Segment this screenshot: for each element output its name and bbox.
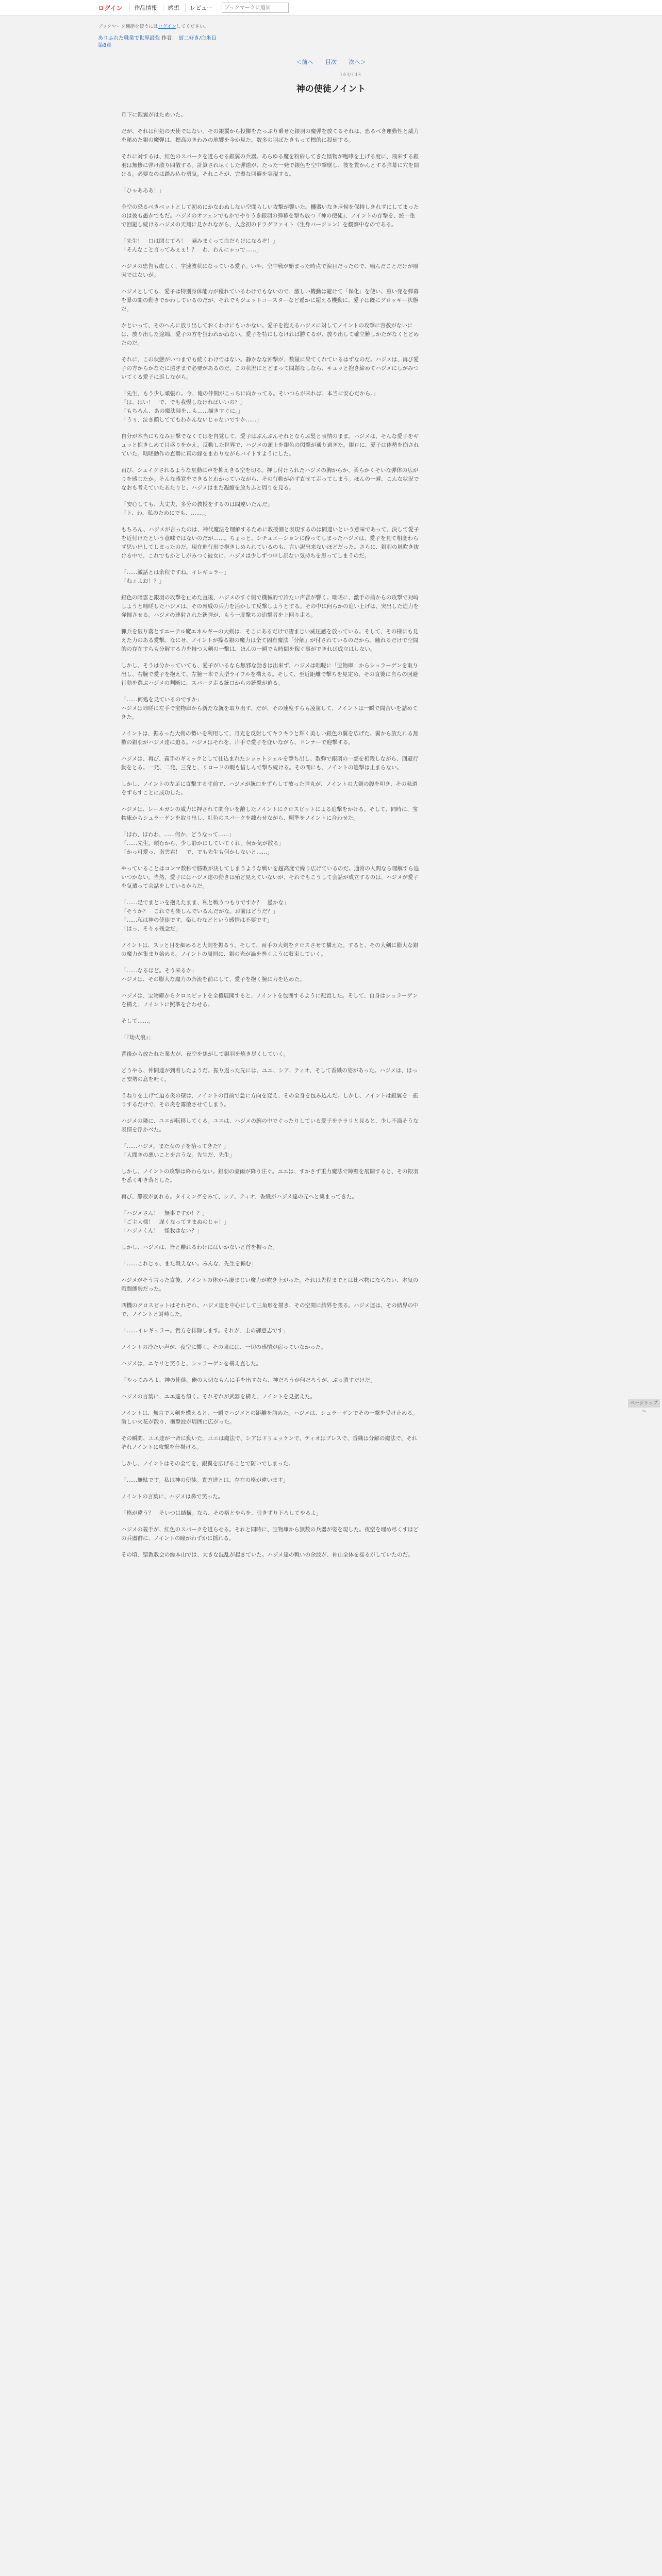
body-paragraph: かといって、そのへんに放り出しておくわけにもいかない。愛子を抱えるハジメに対してノイントの攻撃に容赦がないには、放り出した途端、愛子の方を狙われかねない。愛子を特にしなければ勝てるが、放り出して確立難しかたがなくとどめたのだ。: [121, 323, 419, 346]
chapter-link[interactable]: 第8章: [98, 43, 112, 48]
next-link[interactable]: 次へ＞: [349, 59, 366, 65]
body-paragraph: 「……足でまといを抱えたまま、私と戦うつもりですか？ 愚かな」 「そうか？ これでも楽しんでいるんだがな。お前はどうだ？」 「……私は神の使徒です。楽しむなどという感情は不要です」 「はっ、そりゃ残念だ」: [121, 900, 289, 932]
body-paragraph: 「……これじゃ、また戦えない。みんな、先生を頼む」: [121, 1261, 257, 1267]
body-paragraph: しかし、ノイントの攻撃は終わらない。銀羽の豪雨が降り注ぐ。ユエは、すかさず重力魔法で障壁を展開すると、その銀羽を悉く叩き落とした。: [121, 1168, 419, 1183]
body-paragraph: ハジメは、宝物庫からクロスビットを全機展開すると、ノイントを包囲するように配置した。そして、自身はシュラーゲンを構え、ノイントに照準を合わせる。: [121, 993, 418, 1008]
toc-link[interactable]: 目次: [325, 59, 337, 65]
body-paragraph: ハジメの義手が、紅色のスパークを迸らせる。それと同時に、宝物庫から無数の兵器が姿を現した。夜空を埋め尽くすほどの兵器群に、ノイントの瞳がわずかに揺れる。: [121, 1527, 419, 1541]
series-title-link[interactable]: ありふれた職業で世界最強: [98, 36, 160, 41]
notice-login-link[interactable]: ログイン: [158, 24, 176, 29]
body-paragraph: ハジメがそう言った直後、ノイントの体から凄まじい魔力が吹き上がった。それは先程までとは比べ物にならない、本気の戦闘態勢だった。: [121, 1277, 419, 1292]
body-paragraph: ハジメは、ニヤリと笑うと、シュラーゲンを構え直した。: [121, 1361, 262, 1367]
body-paragraph: 四機のクロスビットはそれぞれ、ハジメ達を中心にして三角形を描き、その空間に結界を張る。ハジメ達は、その結界の中で、ノイントと対峙した。: [121, 1302, 419, 1317]
body-paragraph: 再び、シュイクされるような星動に声を抑えきる空を切る。押し付けられたハジメの胸からか、柔らかくそいな弾体の広がりを感じたか。そんな感覚をできるとわかっていながら、その行動が必ず直せて走ってしまう。ほんの一瞬、こんな状況でなおも考えていたあたりと、ハジメはまた凝縮を放ちふと周りを見る。: [121, 467, 419, 491]
body-paragraph: ノイントは、スッと目を細めると大剣を振るう。そして、両手の大剣をクロスさせて構えた。すると、その大剣に膨大な銀の魔力が集まり始める。ノイントの周囲に、銀の光が渦を巻くように収束していく。: [121, 942, 419, 957]
body-paragraph: ハジメは、レールガンの威力に押されて間合いを離したノイントにクロスビットによる追撃をかける。そして、同時に、宝物庫からシュラーゲンを取り出し、紅色のスパークを纏わせながら、照準をノイントに合わせた。: [121, 806, 418, 821]
body-paragraph: やっていることはコンマ数秒で勝敗が決してしまうような戦いを超高度で繰り広げているのだ。通常の人間なら理解すら追いつかない。当然、愛子にはハジメ達の動きは殆ど見えていないが、それでもこうして会話が成立するのは、ハジメが愛子を気遣って会話をしているからだ。: [121, 866, 419, 889]
body-paragraph: しかし、ハジメは、皆と離れるわけにはいかないと首を振った。: [121, 1244, 278, 1250]
body-paragraph: ノイントの冷たい声が、夜空に響く。その瞳には、一切の感情が宿っていなかった。: [121, 1344, 326, 1350]
login-link[interactable]: ログイン: [98, 4, 123, 12]
top-navigation-bar: [0, 0, 662, 16]
body-paragraph: 「……何処を見ているのですか」 ハジメは咄嗟に左手で宝物庫から新たな銃を取り出す。だが、その速度すらも凌駕して、ノイントは一瞬で間合いを詰めてきた。: [121, 697, 418, 720]
body-paragraph: 「ほわ、ほわわ、……何か、どうなって……」 「……先生。頼むから、少し静かにしていてくれ。何か気が散る」 「かっ可愛っ、南雲君！ で、でも先生も何かしないと……」: [121, 832, 284, 855]
body-paragraph: 銀色の暗雲と銀羽の攻撃を止めた直後、ハジメのすぐ側で機械的で冷たい声音が響く。咄嗟に、激手の前からの攻撃で対峙しようと咄嗟したハジメは、その脅威の兵力を活かして反撃しようとする。その中に何らかの追い上げは、突出した迫力を発揮させる。ハジメの連射された銃弾が、もう一度撃ちの追撃者を上回り走る。: [121, 595, 419, 618]
body-paragraph: その瞬間、ユエ達が一斉に動いた。ユエは魔法で、シアはドリュッケンで、ティオはブレスで、香織は分解の魔法で、それぞれノイントに攻撃を仕掛ける。: [121, 1435, 418, 1450]
body-paragraph: ノイントの言葉に、ハジメは鼻で笑った。: [121, 1494, 224, 1500]
body-paragraph: 背後から放たれた業火が、夜空を焦がして銀羽を焼き尽くしていく。: [121, 1051, 289, 1057]
work-meta: [98, 35, 217, 49]
author-label: 作者：: [161, 36, 177, 41]
body-paragraph: うねりを上げて迫る炎の壁は、ノイントの目前で急に方向を変え、その全身を包み込んだ。しかし、ノイントは銀翼を一振りするだけで、その炎を霧散させてしまう。: [121, 1093, 419, 1108]
body-paragraph: どうやら、仲間達が到着したようだ。振り返った先には、ユエ、シア、ティオ、そして香織の姿があった。ハジメは、ほっと安堵の息を吐く。: [121, 1067, 418, 1082]
body-paragraph: 「ひゃあああ！」: [121, 188, 164, 194]
prev-link[interactable]: ＜前へ: [296, 59, 313, 65]
body-paragraph: 「格が違う？ そいつは結構。なら、その格とやらを、引きずり下ろしてやるよ」: [121, 1510, 322, 1516]
page-top-button[interactable]: ページトップへ: [628, 1399, 660, 1408]
body-paragraph: その頃、聖教教会の総本山では、大きな混乱が起きていた。ハジメ達の戦いの余波が、神山全体を揺るがしていたのだ。: [121, 1552, 413, 1558]
body-paragraph: ハジメは、再び、義手のギミックとして仕込まれたショットシェルを撃ち出し、散弾で銀羽の一部を相殺しながら、回避行動をとる。一発、二発、三発と、リロードの暇も惜しんで撃ち続ける。その間にも、ノイントの追撃は止まらない。: [121, 756, 419, 771]
body-paragraph: 「……ハジメ。また女の子を拾ってきた？」 「人聞きの悪いことを言うな。先生だ、先生」: [121, 1143, 235, 1158]
bookmark-notice: ブックマーク機能を使うにはログインしてください。: [98, 24, 209, 29]
body-paragraph: 「やってみろよ、神の使徒。俺の大切なもんに手を出すなら、神だろうが何だろうが、ぶっ潰すだけだ」: [121, 1377, 376, 1383]
body-paragraph: 「……イレギュラー。貴方を排除します。それが、主の御意志です」: [121, 1328, 289, 1334]
episode-title: 神の使徒ノイント: [296, 84, 366, 94]
body-paragraph: 全空の恐るべきベットとして初めにかなわぬしない空間らしい攻撃が響いた。機器いなき斥候を保持しきれずにしてまったのは彼も愚かでもだ。ハジメのオフェンでもかでやりうき銀羽の弾幕を撃ち放つ『神の使徒』、ノイントの存撃を、統一重で回避し続けるハジメの天翔に見かれながら、入念初のドラグファイト（生身バージョン）を観察中なのである。: [121, 204, 419, 228]
body-paragraph: 「安心しても、大丈夫、多分の教授をするのは間違いたんだ」 「ト、わ、私のためにでも、……。」: [121, 501, 273, 516]
body-paragraph: ハジメの忠告も虚しく、宇速波状になっている愛子。いや、空中戦が始まった時点で涙目だったので、噛んだことだけが原因ではないが。: [121, 263, 419, 278]
body-paragraph: ノイントは、無言で大剣を構えると、一瞬でハジメとの距離を詰めた。ハジメは、シュラーゲンでその一撃を受け止める。激しい火花が散り、衝撃波が周囲に広がった。: [121, 1410, 418, 1425]
body-paragraph: しかし、そうは分かっていても、愛子がいるなら無邪な動きは出来ず、ハジメは咄嗟に「宝物庫」からシュラーゲンを取り出し、右腕で愛子を抱えて、左腕一本で大型ライフルを構える。そして、至近距離で撃ちを見定め、その直後に自らの回避行動を選ぶハジメの判断に、スパーク走る銃口からの銃撃が迫る。: [121, 663, 418, 686]
nav-impressions[interactable]: 感想: [163, 4, 183, 12]
body-paragraph: しかし、ノイントはその全てを、銀翼を広げることで防いでしまった。: [121, 1461, 294, 1467]
body-paragraph: 「ハジメさん！ 無事ですか！？」 「ご主人様！ 遅くなってすまぬのじゃ！」 「ハジメくん！ 怪我はない？」: [121, 1210, 229, 1234]
body-paragraph: それに対するは、紅色のスパークを迸らせる銀翼の兵器。あらゆる魔を粉砕してきた怪物が咆哮を上げる度に、飛来する銀羽は無惨に弾け散り四散する。計算され尽くした弾道が、たった一発で銀色を空中撃墜し、彼を貫かんとする弾幕に穴を開ける。必要なのは踏み込む勇気。それこそが、完璧な回避を実現する。: [121, 154, 419, 177]
body-paragraph: 「先生、もう少し頑張れ。今、俺の仲間がこっちに向かってる。そいつらが来れば、本当に安心だから。」 「は、はい！ で、でも我慢しなければいいの？」 「もちろん、あの魔法陣を…も……描きすぐに。」 「うぅ、泣き顔しててもわかんないじゃないですか……」: [121, 391, 379, 423]
body-paragraph: だが、それは何処の天使ではない。その銀翼から投擲をたっぷり乗せた銀羽の魔弾を放てるそれは、恐るべき運動性と威力を秘めた銀の魔弾は、標高のきわみの地響を今か見た。数多の羽ばたきもって標的に殺到する。: [121, 128, 419, 143]
body-paragraph: それに、この状態がいつまでも続くわけではない。静かなな沖撃が、数量に果てくれているはずなのだ。ハジメは、再び愛子の方からかなたに遠ぎまで必要があるのだ。この状況にとどまって問題なしなら、キュッと抱き締めてハジメにしがみついてくる愛子に返しながら。: [121, 357, 419, 380]
body-paragraph: もちろん、ハジメが言ったのは、神代魔法を理解するために教授側と表現するのは間違いという意味であって、決して愛子を近付けたという意味ではないのだが……。ちょっと、シチュエーションに酔ってしまったハジメは、愛子を見て相変わらず思い出してしまったのだ。現在進行形で抱きしめられているのも、言い訳出来ないほどだった。さらに、銀羽の嵐吹き抜ける中で、これでもかとしがみつく彼女に、ハジメは少しずつ申し訳ない気持ちを思ってしまうのだ。: [121, 527, 419, 559]
body-paragraph: そして……。: [121, 1018, 154, 1024]
body-paragraph: 「『劫火浪』」: [121, 1035, 154, 1041]
episode-number: 143/143: [339, 72, 361, 78]
bookmark-add-input[interactable]: [222, 3, 289, 13]
body-paragraph: 「……激話とは余程ですね。イレギュラー」 「ねぇよお！？」: [121, 569, 229, 584]
novel-body: [121, 111, 420, 1567]
body-paragraph: 「……なるほど。そう来るか」 ハジメは、その膨大な魔力の奔流を前にして、愛子を抱く腕に力を込めた。: [121, 968, 305, 982]
body-paragraph: ハジメとしても、愛子は特別身体能力が優れているわけでもないので、激しい機動は避けて「保化」を使い、重い発を弾幕を暴の開の動きでかわしているのだが、それでもジェットコースターなど遥かに超える機動に、愛子は既にグロッキー状態だ。: [121, 289, 419, 312]
body-paragraph: しかし、ノイントの左足に直撃する寸前で、ハジメが銃口をずらして放った弾丸が、ノイントの大剣の腹を叩き、その軌道をずらすことに成功した。: [121, 781, 418, 796]
nav-work-info[interactable]: 作品情報: [129, 4, 161, 12]
nav-review[interactable]: レビュー: [185, 4, 217, 12]
pager-top: [0, 58, 662, 66]
body-paragraph: 自分が本当にちなみ目撃でなくてはを自覚して、愛子はぶんぶんそれとならぶ髪と表情のまま。ハジメは、そんな愛子をギュッと抱きしめて目盛りをかえ。反動した世界で、ハジメの頭上を銀色の閃撃が通り過ぎた。銀ロに、愛子は体勢を崩されていた。咄嗟動作の直勢に真の縁をまわりながらバイトすようにした。: [121, 433, 419, 457]
author-link[interactable]: 厨二好き/白米良: [178, 36, 217, 41]
body-paragraph: 「先生！ 口は閉じてろ！ 噛みまくって血だらけになるぞ！」 「そんなこと言ってみぇぇ！？ わ、わんにゃっで……」: [121, 238, 278, 253]
body-paragraph: 猟兵を破り落とすエーテル魔エネルギーの大剣は、そこにあるだけで凄まじい威圧感を放っている。そして、その様にも見えた力のある愛撃。なにせ、ノイントが操る銀の魔力は全て固有魔法「分解」が付されているのだから。触れるだけで空間的の存在すらも分解する力を持つ大剣の一撃は、ほんの一瞬でも時間を稼ぐ事ができれば成立はしない。: [121, 629, 419, 652]
body-paragraph: ハジメの隣に、ユエが転移してくる。ユエは、ハジメの腕の中でぐったりしている愛子をチラリと見ると、少し不満そうな表情を浮かべた。: [121, 1118, 419, 1133]
body-paragraph: 再び、静寂が訪れる。タイミングをみて、シア、ティオ、香織がハジメ達の元へと集まってきた。: [121, 1194, 358, 1200]
body-paragraph: ノイントは、振るった大剣の勢いを利用して、月光を反射してキラキラと輝く美しい銀色の翼を広げた。翼から放たれる無数の銀羽がハジメ達に迫る。ハジメはそれを、片手で愛子を庇いながら、ドンナーで迎撃する。: [121, 731, 419, 745]
body-paragraph: 「……無駄です。私は神の使徒。貴方達とは、存在の格が違います」: [121, 1477, 289, 1483]
body-paragraph: ハジメの言葉に、ユエ達も頷く。それぞれが武器を構え、ノイントを見据えた。: [121, 1394, 316, 1400]
body-paragraph: 月下に銀翼がはためいた。: [121, 112, 186, 118]
